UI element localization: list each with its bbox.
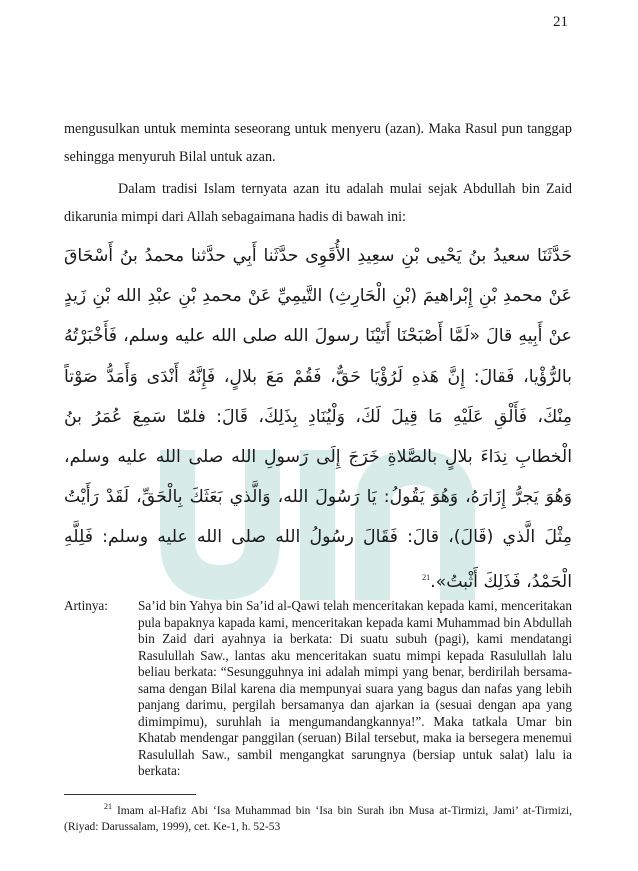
- footnote-divider: [64, 794, 196, 795]
- translation-block: [64, 598, 572, 780]
- footnote-reference: 21: [422, 572, 431, 582]
- paragraph-2: Dalam tradisi Islam ternyata azan itu adalah mulai sejak Abdullah bin Zaid dikarunia mimpi dari Allah sebagaimana hadis di bawah ini:: [64, 181, 572, 225]
- page-number: 21: [553, 14, 568, 30]
- translation-label: Artinya:: [64, 598, 108, 613]
- translation-text: Sa’id bin Yahya bin Sa’id al-Qawi telah menceritakan kepada kami, menceritakan pula bapaknya kapada kami, menceritakan kepada kami Muhammad bin Abdullah bin Zaid dari ayahnya ia berkata: Di suatu subuh (pagi), kami mendatangi Rasulullah Saw., lantas aku menceritakan suatu mimpi kepada Rasulullah lalu beliau berkata: “Sesungguhnya ini adalah mimpi yang benar, berdirilah bersama-sama dengan Bilal karena dia mempunyai suara yang bagus dan nafas yang lebih panjang darimu, pergilah bersamanya dan ajarkan ia (sesuai dengan apa yang dimimpimu), suruhlah ia mengumandangkannya!”. Maka tatkala Umar bin Khatab mendengar panggilan (seruan) Bilal tersebut, maka ia bersegera menemui Rasulullah Saw., sambil mengangkat sarungnya (bersiap untuk salat) lalu ia berkata:: [138, 598, 572, 778]
- footnote-number: 21: [104, 802, 112, 811]
- hadith-arabic-text: [64, 236, 572, 602]
- paragraph-1: mengusulkan untuk meminta seseorang untuk menyeru (azan). Maka Rasul pun tanggap sehingga menyuruh Bilal untuk azan.: [64, 121, 572, 165]
- footnote: [64, 799, 572, 835]
- hadith-text: حَدَّثَنَا سعيدُ بنُ يَحْيى بْنِ سعِيدِ الأُقَوِى حدَّثَنا أَبِي حدَّثنا محمدُ بنُ أَسْحَاقَ عَنْ محمدِ بْنِ إِبْراهيمَ (بْنِ الْحَارِثِ) التَّيمِيِّ عَنْ محمدِ بْنِ عبْدِ الله بْنِ زَيدٍ عنْ أَبِيهِ قالَ «لَمَّا أَصْبَحْنَا أَتَيْنَا رسولَ الله صلى الله عليه وسلم، فَأَخْبَرْتُهُ بالرُّؤْيا، فَقالَ: إِنَّ هَذهِ لَرُؤْيَا حَقٌّ، فَقُمْ مَعَ بلالٍ، فَإِنَّهُ أَنْدَى وَأَمَدُّ صَوْتاً مِنْكَ، فَأَلْقِ عَلَيْهِ مَا قِيلَ لَكَ، وَلْيُنَادِ بِذَلِكَ، قَالَ: فلمّا سَمِعَ عُمَرُ بنُ الْخطابِ نِدَاءَ بلالٍ بالصَّلاةِ خَرَجَ إِلَى رَسولِ الله صلى الله عليه وسلم، وَهُوَ يَجرُّ إِزَارَهُ، وَهُوَ يَقُولُ: يَا رَسُولَ الله، وَالَّذي بَعَثَكَ بِالْحَقِّ، لَقَدْ رَأَيْتُ مِثْلَ الَّذي (قَالَ)، قالَ: فَقَالَ رسُولُ الله صلى الله عليه وسلم: فَلِلَّهِ الْحَمْدُ، فَذَلِكَ أَثْبتُ».: [64, 246, 572, 592]
- footnote-text: Imam al-Hafiz Abi ‘Isa Muhammad bin ‘Isa bin Surah ibn Musa at-Tirmizi, Jami’ at-Tirmizi, (Riyad: Darussalam, 1999), cet. Ke-1, h. 52-53: [64, 804, 572, 833]
